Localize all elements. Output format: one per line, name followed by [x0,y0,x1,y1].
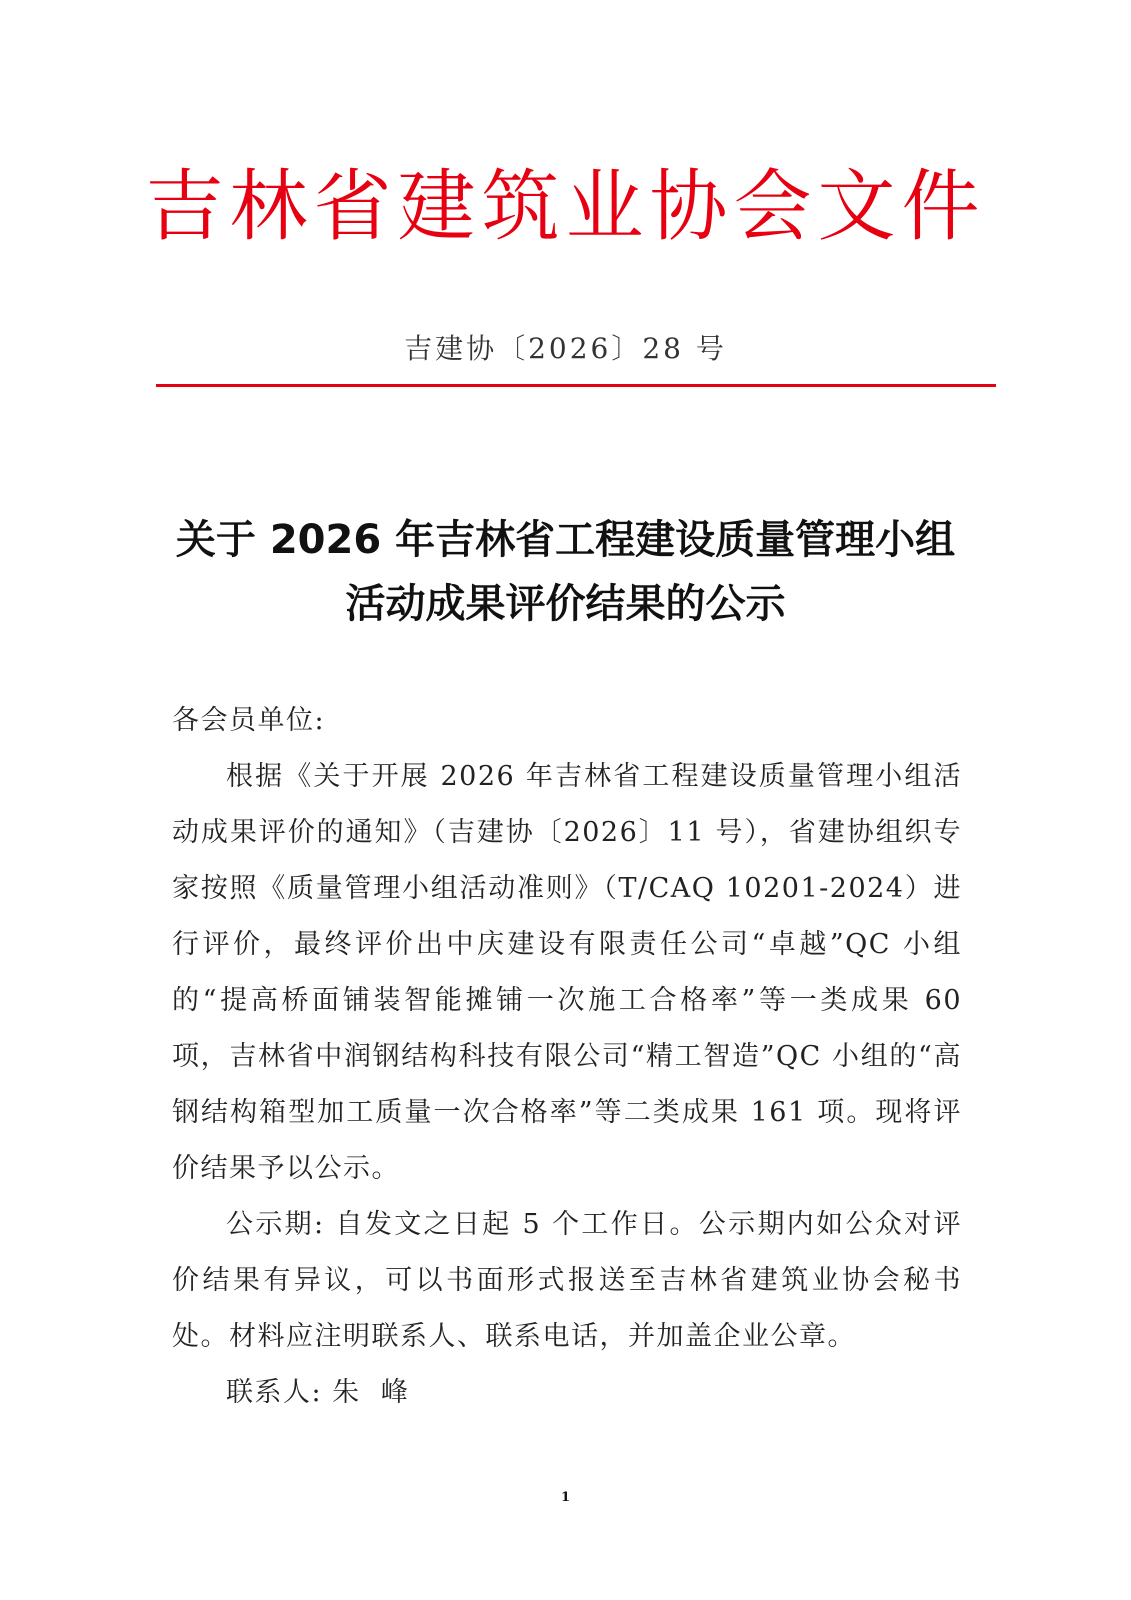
contact-person: 联系人: 朱 峰 [226,1377,410,1408]
salutation: 各会员单位: [172,705,326,736]
notice-title-line-1: 关于 2026 年吉林省工程建设质量管理小组 [175,517,956,563]
notice-title-line-2: 活动成果评价结果的公示 [345,581,786,627]
letterhead-title: 吉林省建筑业协会文件 [145,162,986,252]
document-number: 吉建协〔2026〕28 号 [404,332,727,365]
paragraph-publicity-period: 公示期: 自发文之日起 5 个工作日。公示期内如公众对评价结果有异议，可以书面形式报送至吉林省建筑业协会秘书处。材料应注明联系人、联系电话，并加盖企业公章。 [172,1209,962,1352]
page-number: 1 [560,1490,571,1505]
notice-title [0,508,1131,636]
red-divider-line [156,384,996,387]
notice-body [172,693,962,1421]
paragraph-evaluation-results: 根据《关于开展 2026 年吉林省工程建设质量管理小组活动成果评价的通知》（吉建协〔2026〕11 号），省建协组织专家按照《质量管理小组活动准则》（T/CAQ 10201-2024）进行评价，最终评价出中庆建设有限责任公司“卓越”QC 小组的“提高桥面铺装智能摊铺一次施工合格率”等一类成果 60 项，吉林省中润钢结构科技有限公司“精工智造”QC 小组的“高钢结构箱型加工质量一次合格率”等二类成果 161 项。现将评价结果予以公示。 [172,761,962,1184]
